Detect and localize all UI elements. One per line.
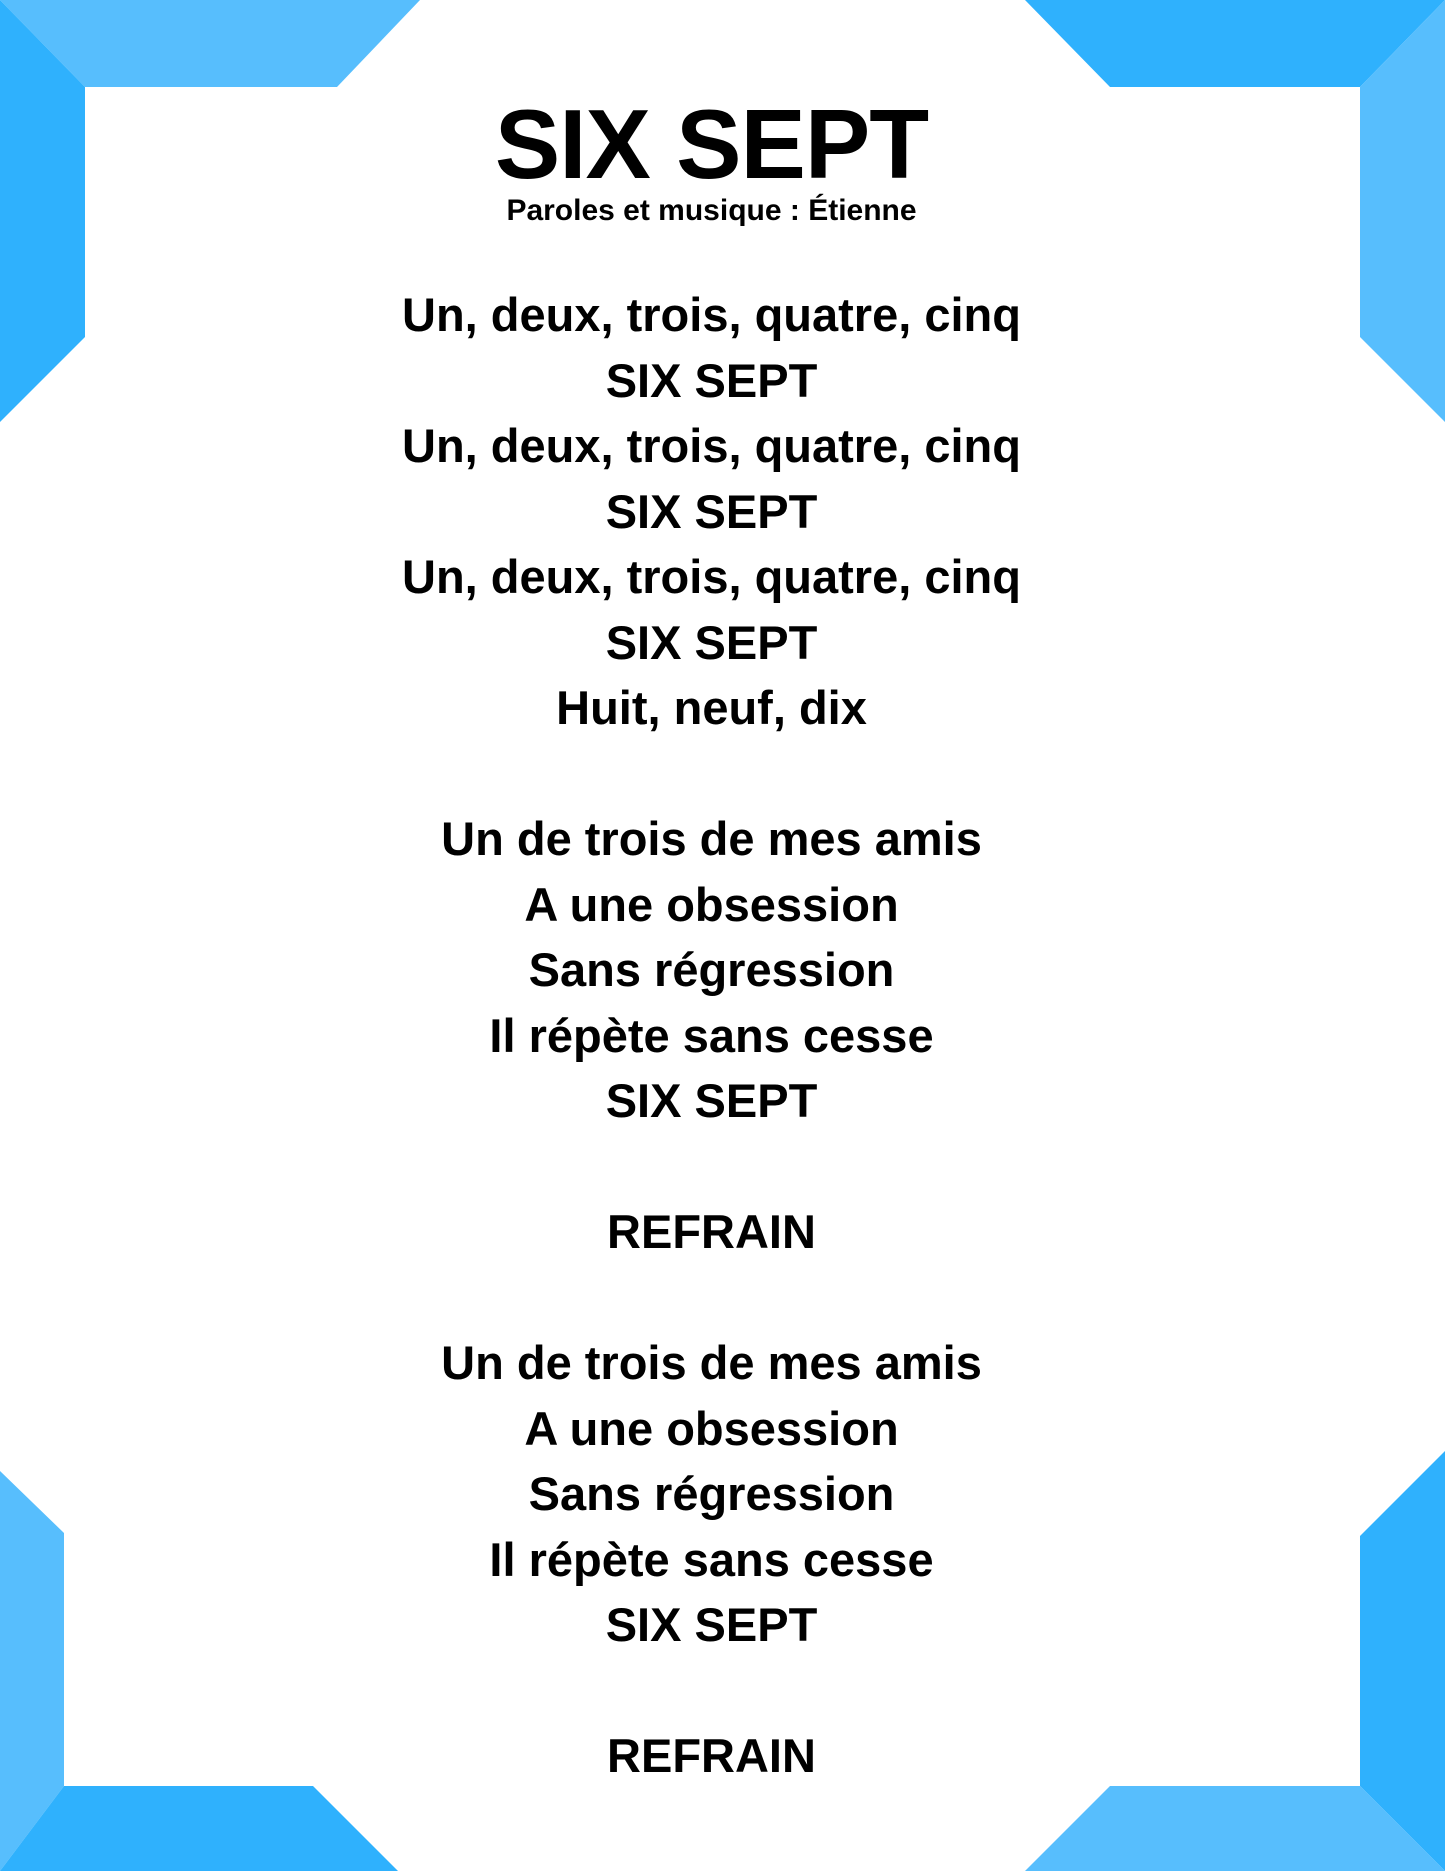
song-title: SIX SEPT	[494, 89, 929, 199]
lyric-line: SIX SEPT	[605, 615, 818, 669]
lyric-line: Il répète sans cesse	[489, 1532, 934, 1586]
corner-bottom-left-horizontal	[0, 1786, 398, 1871]
lyric-line: Huit, neuf, dix	[556, 681, 867, 734]
lyric-line: Sans régression	[528, 943, 895, 996]
lyric-line: SIX SEPT	[605, 353, 818, 407]
lyrics-block	[0, 282, 1423, 1789]
song-credits: Paroles et musique : Étienne	[506, 194, 917, 227]
lyric-line: Un de trois de mes amis	[441, 812, 982, 865]
lyric-blank-line	[0, 1658, 1423, 1724]
lyric-line: Un, deux, trois, quatre, cinq	[402, 419, 1021, 472]
lyric-blank-line	[0, 741, 1423, 807]
lyric-blank-line	[0, 1265, 1423, 1331]
lyric-line: Sans régression	[528, 1467, 895, 1520]
lyric-line: REFRAIN	[607, 1205, 816, 1258]
lyric-line: SIX SEPT	[605, 484, 818, 538]
lyric-line: Un de trois de mes amis	[441, 1336, 982, 1389]
lyric-line: Il répète sans cesse	[489, 1008, 934, 1062]
lyric-line: SIX SEPT	[605, 1598, 818, 1651]
lyric-line: REFRAIN	[607, 1729, 816, 1782]
lyric-blank-line	[0, 1134, 1423, 1200]
lyric-line: Un, deux, trois, quatre, cinq	[402, 550, 1021, 603]
lyric-line: A une obsession	[524, 877, 899, 931]
lyric-line: Un, deux, trois, quatre, cinq	[402, 288, 1021, 341]
lyric-line: SIX SEPT	[605, 1074, 818, 1127]
lyric-line: A une obsession	[524, 1401, 899, 1455]
